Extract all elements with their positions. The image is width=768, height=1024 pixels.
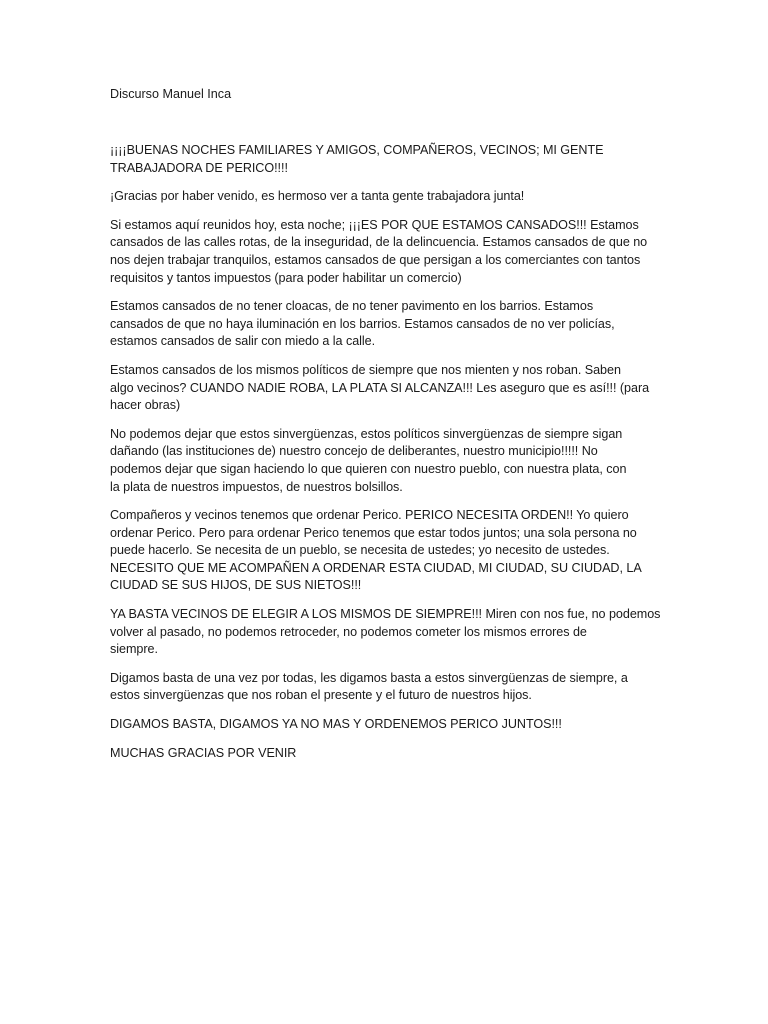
paragraph-line: Digamos basta de una vez por todas, les digamos basta a estos sinvergüenzas de siempre, a — [110, 670, 628, 685]
paragraph-line: podemos dejar que sigan haciendo lo que quieren con nuestro pueblo, con nuestra plata, con — [110, 461, 627, 476]
document-body — [110, 142, 661, 762]
paragraph-line: CIUDAD SE SUS HIJOS, DE SUS NIETOS!!! — [110, 578, 362, 593]
paragraph-line: ¡¡¡¡BUENAS NOCHES FAMILIARES Y AMIGOS, COMPAÑEROS, VECINOS; MI GENTE — [110, 143, 604, 157]
paragraph-line: Estamos cansados de los mismos políticos de siempre que nos mienten y nos roban. Saben — [110, 362, 621, 377]
paragraph-line: No podemos dejar que estos sinvergüenzas, estos políticos sinvergüenzas de siempre sigan — [110, 426, 623, 441]
paragraph-line: puede hacerlo. Se necesita de un pueblo, se necesita de ustedes; yo necesito de ustedes. — [110, 543, 610, 558]
paragraph-line: cansados de las calles rotas, de la inseguridad, de la delincuencia. Estamos cansados de que no — [110, 235, 648, 250]
paragraph-line: hacer obras) — [110, 398, 181, 413]
speech-paragraph — [110, 142, 658, 177]
speech-paragraph — [110, 188, 658, 206]
speech-paragraph — [110, 716, 658, 734]
speech-paragraph — [110, 217, 658, 287]
speech-paragraph — [110, 670, 658, 705]
speech-paragraph — [110, 745, 658, 763]
paragraph-line: algo vecinos? CUANDO NADIE ROBA, LA PLATA SI ALCANZA!!! Les aseguro que es así!!! (para — [110, 380, 650, 395]
paragraph-line: Estamos cansados de no tener cloacas, de no tener pavimento en los barrios. Estamos — [110, 299, 594, 314]
paragraph-line: nos dejen trabajar tranquilos, estamos cansados de que persigan a los comerciantes con tantos — [110, 252, 641, 267]
paragraph-line: la plata de nuestros impuestos, de nuestros bolsillos. — [110, 479, 403, 494]
paragraph-line: estos sinvergüenzas que nos roban el presente y el futuro de nuestros hijos. — [110, 688, 532, 703]
paragraph-line: ¡Gracias por haber venido, es hermoso ver a tanta gente trabajadora junta! — [110, 189, 525, 204]
paragraph-line: requisitos y tantos impuestos (para poder habilitar un comercio) — [110, 270, 462, 285]
speech-paragraph — [110, 426, 658, 496]
paragraph-line: ordenar Perico. Pero para ordenar Perico tenemos que estar todos juntos; una sola persona no — [110, 525, 637, 540]
paragraph-line: Si estamos aquí reunidos hoy, esta noche; ¡¡¡ES POR QUE ESTAMOS CANSADOS!!! Estamos — [110, 217, 639, 232]
paragraph-line: dañando (las instituciones de) nuestro concejo de deliberantes, nuestro municipio!!!!! No — [110, 444, 598, 459]
paragraph-line: siempre. — [110, 642, 158, 657]
paragraph-line: TRABAJADORA DE PERICO!!!! — [110, 160, 288, 175]
paragraph-line: cansados de que no haya iluminación en los barrios. Estamos cansados de no ver policías, — [110, 316, 615, 331]
paragraph-line: estamos cansados de salir con miedo a la calle. — [110, 334, 376, 349]
speech-paragraph — [110, 606, 661, 659]
speech-paragraph — [110, 298, 658, 351]
speech-paragraph — [110, 507, 658, 595]
paragraph-line: volver al pasado, no podemos retroceder, no podemos cometer los mismos errores de — [110, 624, 587, 639]
paragraph-line: YA BASTA VECINOS DE ELEGIR A LOS MISMOS DE SIEMPRE!!! Miren con nos fue, no podemos — [110, 607, 661, 622]
document-title: Discurso Manuel Inca — [110, 87, 232, 101]
paragraph-line: MUCHAS GRACIAS POR VENIR — [110, 745, 297, 760]
paragraph-line: NECESITO QUE ME ACOMPAÑEN A ORDENAR ESTA CIUDAD, MI CIUDAD, SU CIUDAD, LA — [110, 560, 642, 575]
paragraph-line: Compañeros y vecinos tenemos que ordenar Perico. PERICO NECESITA ORDEN!! Yo quiero — [110, 508, 629, 523]
paragraph-line: DIGAMOS BASTA, DIGAMOS YA NO MAS Y ORDENEMOS PERICO JUNTOS!!! — [110, 717, 562, 732]
speech-paragraph — [110, 362, 658, 415]
document-page — [110, 85, 661, 773]
